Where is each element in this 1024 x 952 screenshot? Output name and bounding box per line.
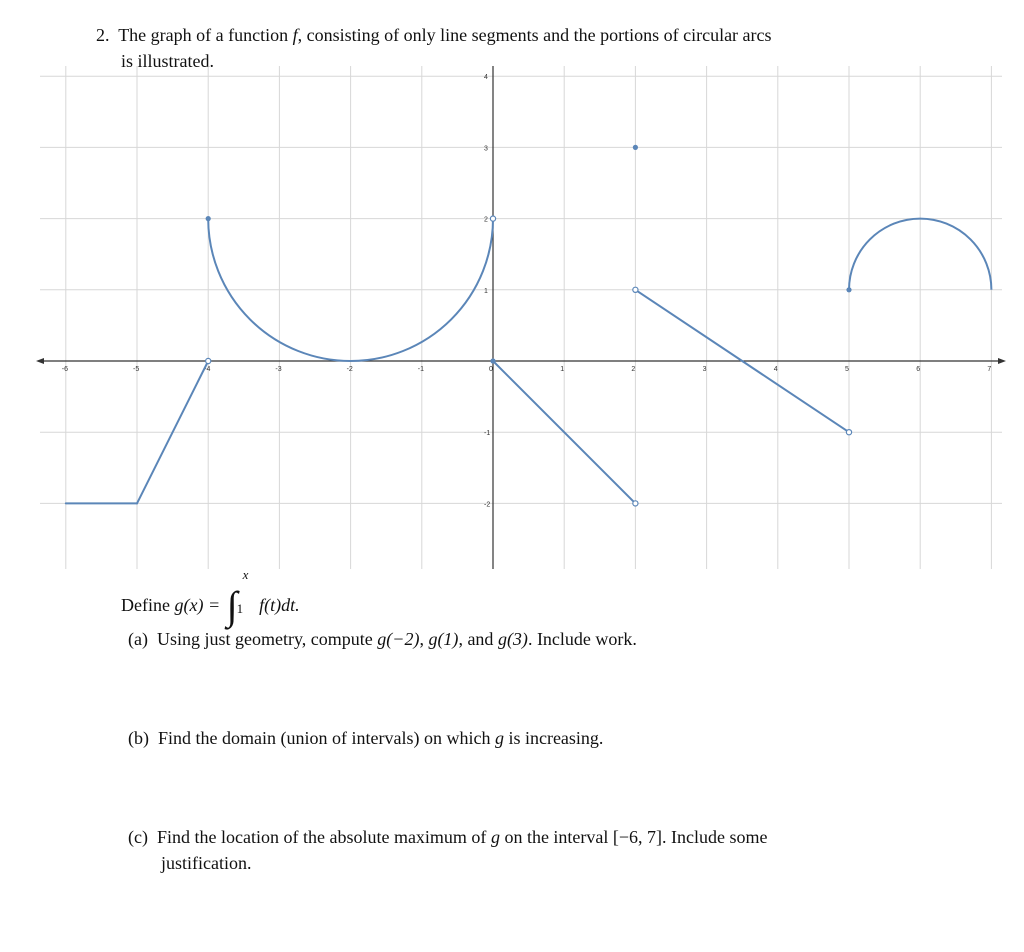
text-fragment: Find the domain (union of intervals) on which [158,728,495,748]
integrand: f(t)dt. [259,595,300,615]
part-text [157,827,768,847]
math-expression: g(1) [428,629,459,649]
open-point [490,216,495,221]
open-point [206,358,211,363]
y-tick-label: 3 [484,145,488,153]
closed-point [206,216,211,221]
math-expression: g(−2) [377,629,420,649]
definition-lhs: g(x) = [174,595,221,615]
math-expression: g [490,827,500,847]
x-tick-label: -3 [275,366,282,373]
definition-line [121,567,300,628]
x-tick-label: 5 [845,366,849,373]
x-tick-label: 1 [560,366,565,373]
part-c-continuation: justification. [161,853,252,873]
x-tick-label: -5 [133,366,140,373]
part-label: (a) [128,629,148,649]
part-a [128,628,637,650]
text-fragment: , [419,629,429,649]
problem-statement-line2: is illustrated. [121,51,214,71]
text-fragment: Find the location of the absolute maximum of [156,827,491,847]
part-label: (c) [128,827,148,847]
problem-text-post: , consisting of only line segments and the portions of circular arcs [297,25,772,45]
x-tick-label: 0 [489,366,493,373]
integral-sign-icon: ∫ [226,583,238,628]
part-label: (b) [128,728,149,748]
text-fragment: Using just geometry, compute [156,629,378,649]
part-text [158,728,603,748]
x-tick-label: 3 [702,366,707,373]
x-tick-label: 6 [916,366,921,373]
part-text [157,629,637,649]
part-b [128,727,603,749]
math-expression: g(3) [497,629,528,649]
y-tick-label: -1 [484,430,491,438]
part-c [128,826,768,848]
definition-lead: Define [121,595,175,615]
x-tick-label: -4 [204,366,211,373]
x-tick-label: -1 [417,366,425,373]
text-fragment: . Include work. [527,629,637,649]
y-tick-label: 1 [484,287,488,295]
integral-lower-limit: 1 [236,601,244,616]
x-axis-arrow-left-icon [36,358,44,364]
x-axis-arrow-right-icon [998,358,1006,364]
y-tick-label: 4 [484,74,488,82]
text-fragment: on the interval [−6, 7]. Include some [499,827,768,847]
x-tick-label: -6 [61,366,69,373]
problem-var-f: f [292,25,298,45]
problem-text-pre: The graph of a function [118,25,293,45]
open-point [846,430,851,435]
open-point [633,501,638,506]
x-tick-label: -2 [346,366,353,373]
y-tick-label: 2 [484,216,488,224]
closed-point [846,287,851,292]
math-expression: g [494,728,504,748]
problem-number: 2. [96,25,110,45]
open-point [633,287,638,292]
x-tick-label: 4 [773,366,778,373]
x-tick-label: 7 [987,366,992,373]
integral-upper-limit: x [242,567,249,582]
y-tick-label: -2 [484,501,491,509]
text-fragment: , and [458,629,498,649]
x-tick-label: 2 [631,366,636,373]
closed-point [633,145,638,150]
text-fragment: is increasing. [503,728,604,748]
closed-point [490,358,495,363]
